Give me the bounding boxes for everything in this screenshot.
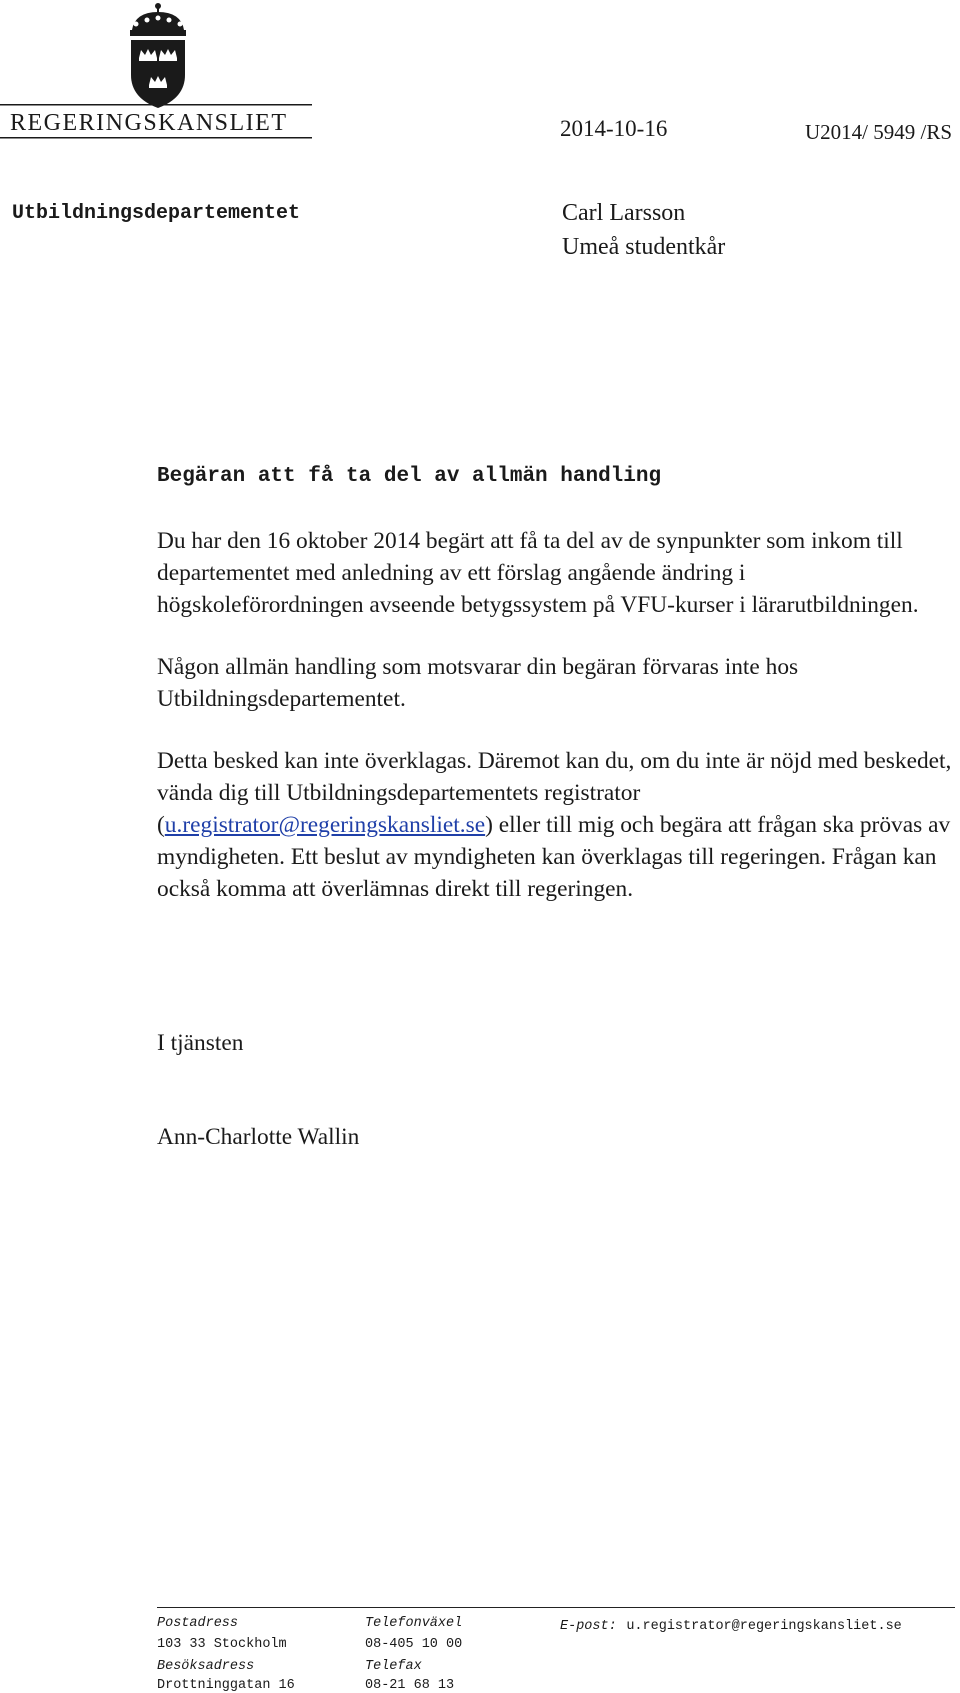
paragraph-appeal [157,745,957,905]
footer-postal-value: 103 33 Stockholm [157,1637,287,1652]
footer-phone-value: 08-405 10 00 [365,1637,463,1652]
appeal-text-start: Detta besked kan inte överklagas. Däremot kan du, om du inte är nöjd med beskedet, vända dig till Utbildningsdepartementets registrator ( [157,748,952,838]
sender-department: Utbildningsdepartementet [12,202,301,225]
recipient-block [562,196,725,264]
paragraph-answer: Någon allmän handling som motsvarar din begäran förvaras inte hos Utbildningsdepartementet. [157,654,799,712]
paragraph-request: Du har den 16 oktober 2014 begärt att få ta del av de synpunkter som inkom till departementet med anledning av ett förslag angående ändring i högskoleförordningen avseende betygssystem på VFU-kurser i lärarutbildningen. [157,528,919,618]
footer-email [560,1616,902,1634]
footer-divider [157,1607,955,1608]
crest-icon [0,0,320,145]
letter-subject: Begäran att få ta del av allmän handling [157,465,662,488]
footer-visit-label: Besöksadress [157,1659,255,1674]
document-date: 2014-10-16 [560,116,668,141]
registrator-email-link[interactable]: u.registrator@regeringskansliet.se [164,812,486,838]
logo-wordmark: REGERINGSKANSLIET [10,110,288,136]
government-logo [0,0,320,145]
letter-body [157,525,957,935]
recipient-organization: Umeå studentkår [562,234,726,260]
closing-phrase: I tjänsten [157,1030,244,1056]
footer-visit-value: Drottninggatan 16 [157,1678,295,1693]
footer [157,1610,957,1693]
footer-fax-label: Telefax [365,1659,422,1674]
footer-phone-label: Telefonväxel [365,1616,463,1631]
footer-email-value[interactable]: u.registrator@regeringskansliet.se [626,1619,902,1634]
footer-email-label: E-post: [560,1619,617,1634]
appeal-text-end: ) eller till mig och begära att frågan ska prövas av myndigheten. Ett beslut av myndigheten kan överklagas till regeringen. Frågan kan också komma att överlämnas direkt till regeringen. [157,812,951,902]
recipient-name: Carl Larsson [562,200,686,226]
footer-postal-label: Postadress [157,1616,239,1631]
signer-name: Ann-Charlotte Wallin [157,1124,360,1150]
document-reference: U2014/ 5949 /RS [805,120,953,144]
footer-fax-value: 08-21 68 13 [365,1678,455,1693]
